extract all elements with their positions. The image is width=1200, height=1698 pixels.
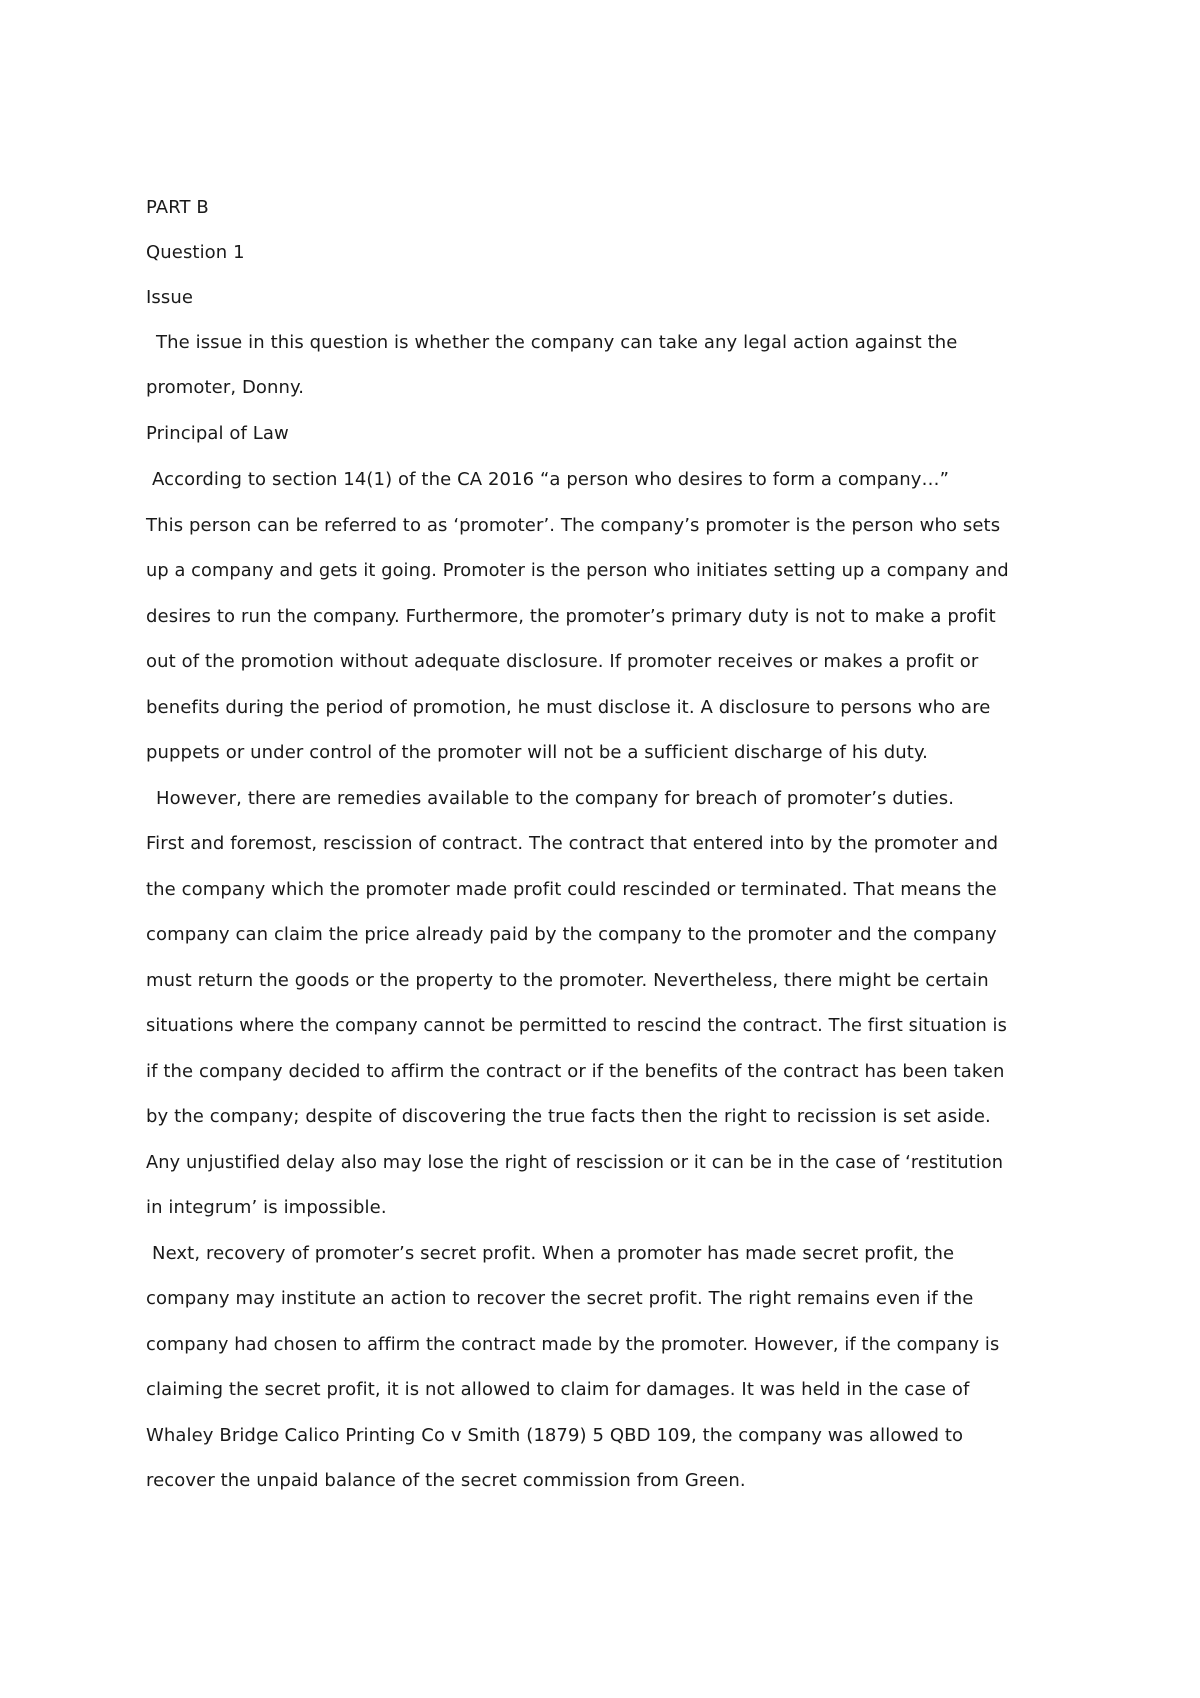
body-line: Whaley Bridge Calico Printing Co v Smith (1879) 5 QBD 109, the company was allowed to <box>146 1425 964 1446</box>
body-line: This person can be referred to as ‘promoter’. The company’s promoter is the person who sets <box>146 515 1001 536</box>
body-line: by the company; despite of discovering the true facts then the right to recission is set aside. <box>146 1106 991 1127</box>
part-heading: PART B <box>146 197 209 218</box>
body-line: company had chosen to affirm the contract made by the promoter. However, if the company is <box>146 1335 1000 1355</box>
body-line: claiming the secret profit, it is not allowed to claim for damages. It was held in the case of <box>146 1379 970 1400</box>
body-line: puppets or under control of the promoter will not be a sufficient discharge of his duty. <box>146 742 928 763</box>
principle-heading: Principal of Law <box>146 423 289 444</box>
issue-line: The issue in this question is whether the company can take any legal action against the <box>156 332 958 353</box>
body-line: in integrum’ is impossible. <box>146 1197 387 1218</box>
body-line: benefits during the period of promotion, he must disclose it. A disclosure to persons who are <box>146 697 991 718</box>
body-line: desires to run the company. Furthermore, the promoter’s primary duty is not to make a profit <box>146 606 996 627</box>
body-line: if the company decided to affirm the contract or if the benefits of the contract has been taken <box>146 1061 1005 1082</box>
body-line: Next, recovery of promoter’s secret profit. When a promoter has made secret profit, the <box>152 1243 955 1264</box>
body-line: situations where the company cannot be permitted to rescind the contract. The first situation is <box>146 1016 1007 1036</box>
body-line: However, there are remedies available to the company for breach of promoter’s duties. <box>156 788 955 809</box>
body-line: the company which the promoter made profit could rescinded or terminated. That means the <box>146 879 997 900</box>
body-line: must return the goods or the property to the promoter. Nevertheless, there might be certain <box>146 970 989 991</box>
issue-line: promoter, Donny. <box>146 377 305 398</box>
body-line: company may institute an action to recover the secret profit. The right remains even if the <box>146 1288 974 1309</box>
body-line: out of the promotion without adequate disclosure. If promoter receives or makes a profit or <box>146 651 979 672</box>
body-line: First and foremost, rescission of contract. The contract that entered into by the promoter and <box>146 833 999 854</box>
body-line: Any unjustified delay also may lose the right of rescission or it can be in the case of ‘restitution <box>146 1153 1004 1173</box>
body-line: up a company and gets it going. Promoter is the person who initiates setting up a company and <box>146 561 1009 581</box>
question-heading: Question 1 <box>146 242 245 263</box>
issue-heading: Issue <box>146 287 194 308</box>
body-line: company can claim the price already paid by the company to the promoter and the company <box>146 924 997 945</box>
body-line: According to section 14(1) of the CA 2016 “a person who desires to form a company…” <box>152 469 950 490</box>
body-line: recover the unpaid balance of the secret commission from Green. <box>146 1470 746 1491</box>
